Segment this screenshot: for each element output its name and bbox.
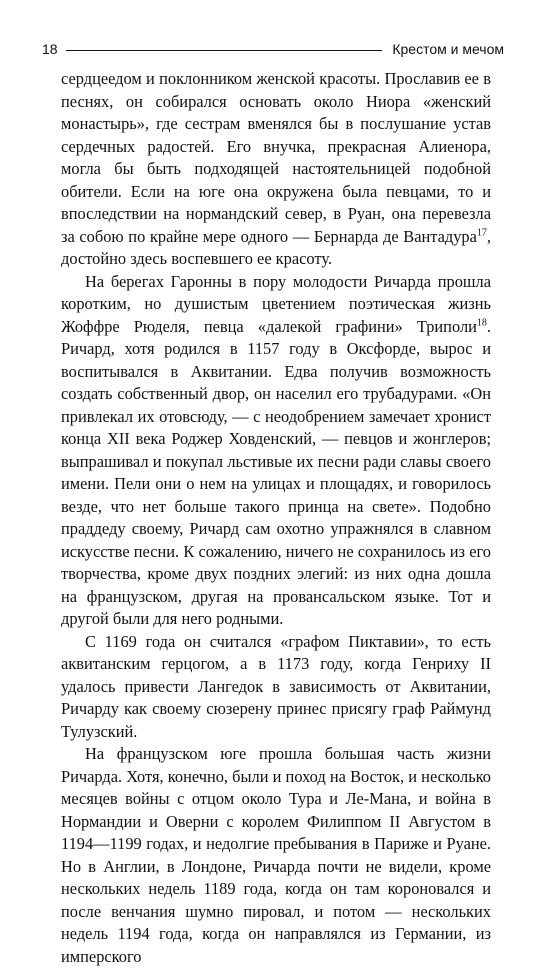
paragraph bbox=[61, 68, 491, 271]
paragraph-text: . Ричард, хотя родился в 1157 году в Оксфорде, вырос и воспитывался в Аквитании. Едва получив возможность создать собственный двор, он населил его трубадурами. «Он привлекал их отовсюду, — с неодобрением замечает хронист конца XII века Роджер Ховденский, — певцов и жонглеров; выпрашивал и покупал льстивые их песни ради славы своего имени. Пели они о нем на улицах и площадях, и говорилось везде, что нет больше такого принца на свете». Подобно праддеду своему, Ричард сам охотно упражнялся в славном искусстве песни. К сожалению, ничего не сохранилось из его творчества, кроме двух поздних элегий: из них одна дошла на французском, другая на провансальском языке. Тот и другой были для него родными. bbox=[61, 316, 491, 628]
page-number: 18 bbox=[42, 41, 58, 57]
paragraph-text: На берегах Гаронны в пору молодости Ричарда прошла коротким, но душистым цветением поэтическая жизнь Жоффре Рюделя, певца «далекой графини» Триполи bbox=[61, 271, 491, 336]
paragraph bbox=[61, 271, 491, 631]
paragraph-text: С 1169 года он считался «графом Пиктавии», то есть аквитанским герцогом, а в 1173 году, когда Генриху II удалось привести Лангедок в зависимость от Аквитании, Ричарду как своему сюзерену принес присягу граф Раймунд Тулузский. bbox=[61, 631, 491, 741]
footnote-ref[interactable]: 18 bbox=[476, 317, 487, 329]
paragraph-text: сердцеедом и поклонником женской красоты. Прославив ее в песнях, он собирался основать около Ниора «женский монастырь», где сестрам вменялся бы в послушание устав сердечных радостей. Его внучка, прекрасная Алиенора, могла бы быть подходящей настоятельницей подобной обители. Если на юге она окружена была певцами, то и впоследствии на нормандский север, в Руан, она перевезла за собою по крайне мере одного — Бернарда де Вантадура bbox=[61, 69, 491, 246]
header-rule bbox=[66, 50, 383, 51]
footnote-ref[interactable]: 17 bbox=[476, 227, 487, 239]
paragraph bbox=[61, 743, 491, 968]
paragraph-text: На французском юге прошла большая часть жизни Ричарда. Хотя, конечно, были и поход на Восток, и несколько месяцев войны с отцом около Тура и Ле-Мана, и война в Нормандии и Оверни с королем Филиппом II Августом в 1194—1199 годах, и недолгие пребывания в Париже и Руане. Но в Англии, в Лондоне, Ричарда почти не видели, кроме нескольких недель 1189 года, когда он там короновался и после венчания шумно пировал, и потом — нескольких недель 1194 года, когда он направлялся из Германии, из имперского bbox=[61, 744, 491, 966]
paragraph bbox=[61, 631, 491, 744]
paragraph-text: , достойно здесь воспевшего ее красоту. bbox=[61, 226, 491, 268]
page-header bbox=[42, 38, 504, 60]
running-title: Крестом и мечом bbox=[392, 41, 504, 57]
page-body bbox=[61, 68, 491, 968]
